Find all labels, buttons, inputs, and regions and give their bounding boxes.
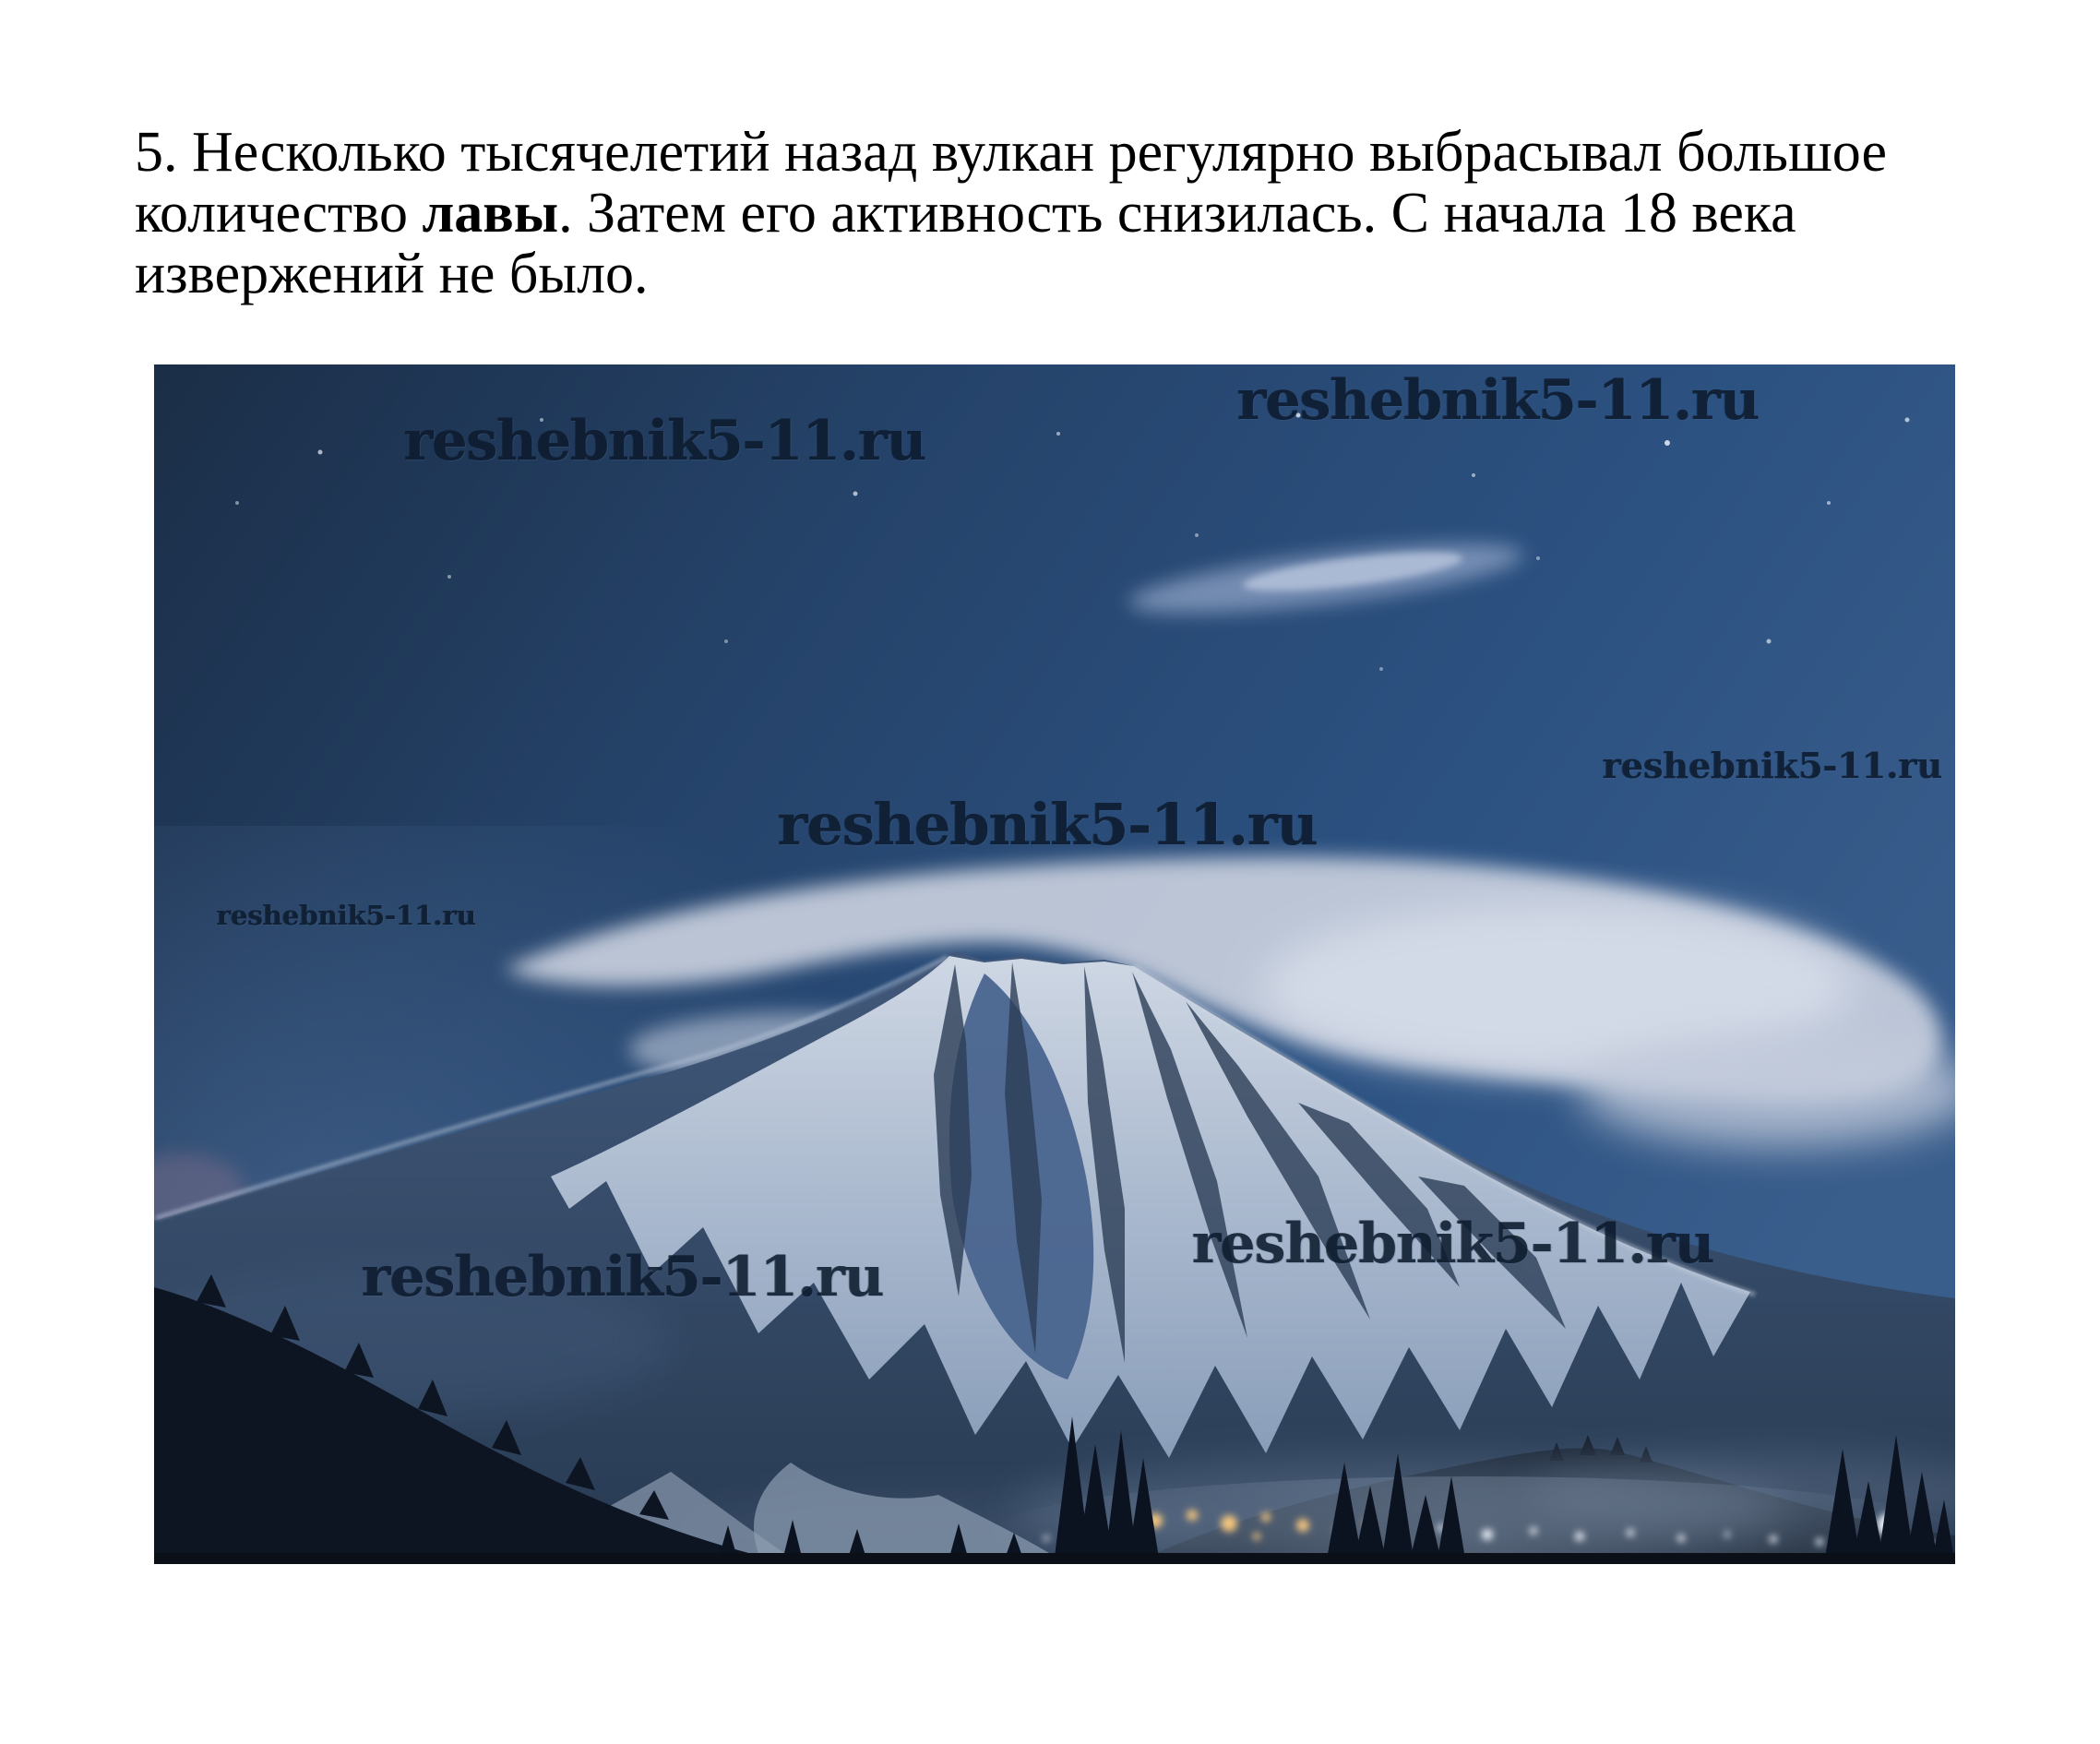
task-text-line-2-post: . Затем его активность снизилась. С начала 18 века xyxy=(558,182,1796,245)
bottom-shadow-strip xyxy=(154,1553,1955,1564)
task-text xyxy=(135,122,1943,305)
task-text-line-2-pre: количество xyxy=(135,182,423,245)
volcano-photo xyxy=(154,364,1955,1564)
task-text-line-1: 5. Несколько тысячелетий назад вулкан регулярно выбрасывал большое xyxy=(135,121,1888,184)
watermark-bottom-right: reshebnik5-11.ru xyxy=(1192,1212,1714,1276)
task-text-line-2 xyxy=(135,183,1943,244)
watermark-center: reshebnik5-11.ru xyxy=(778,791,1318,858)
volcano-photo-art xyxy=(154,364,1955,1564)
watermark-middle-left: reshebnik5-11.ru xyxy=(217,900,477,931)
task-text-line-3: извержений не было. xyxy=(135,243,649,305)
watermark-bottom-left: reshebnik5-11.ru xyxy=(362,1245,884,1309)
watermark-top-left: reshebnik5-11.ru xyxy=(404,409,926,473)
watermark-middle-right: reshebnik5-11.ru xyxy=(1603,745,1943,786)
watermark-top-right: reshebnik5-11.ru xyxy=(1237,368,1760,433)
task-text-keyword: лавы xyxy=(422,182,559,245)
